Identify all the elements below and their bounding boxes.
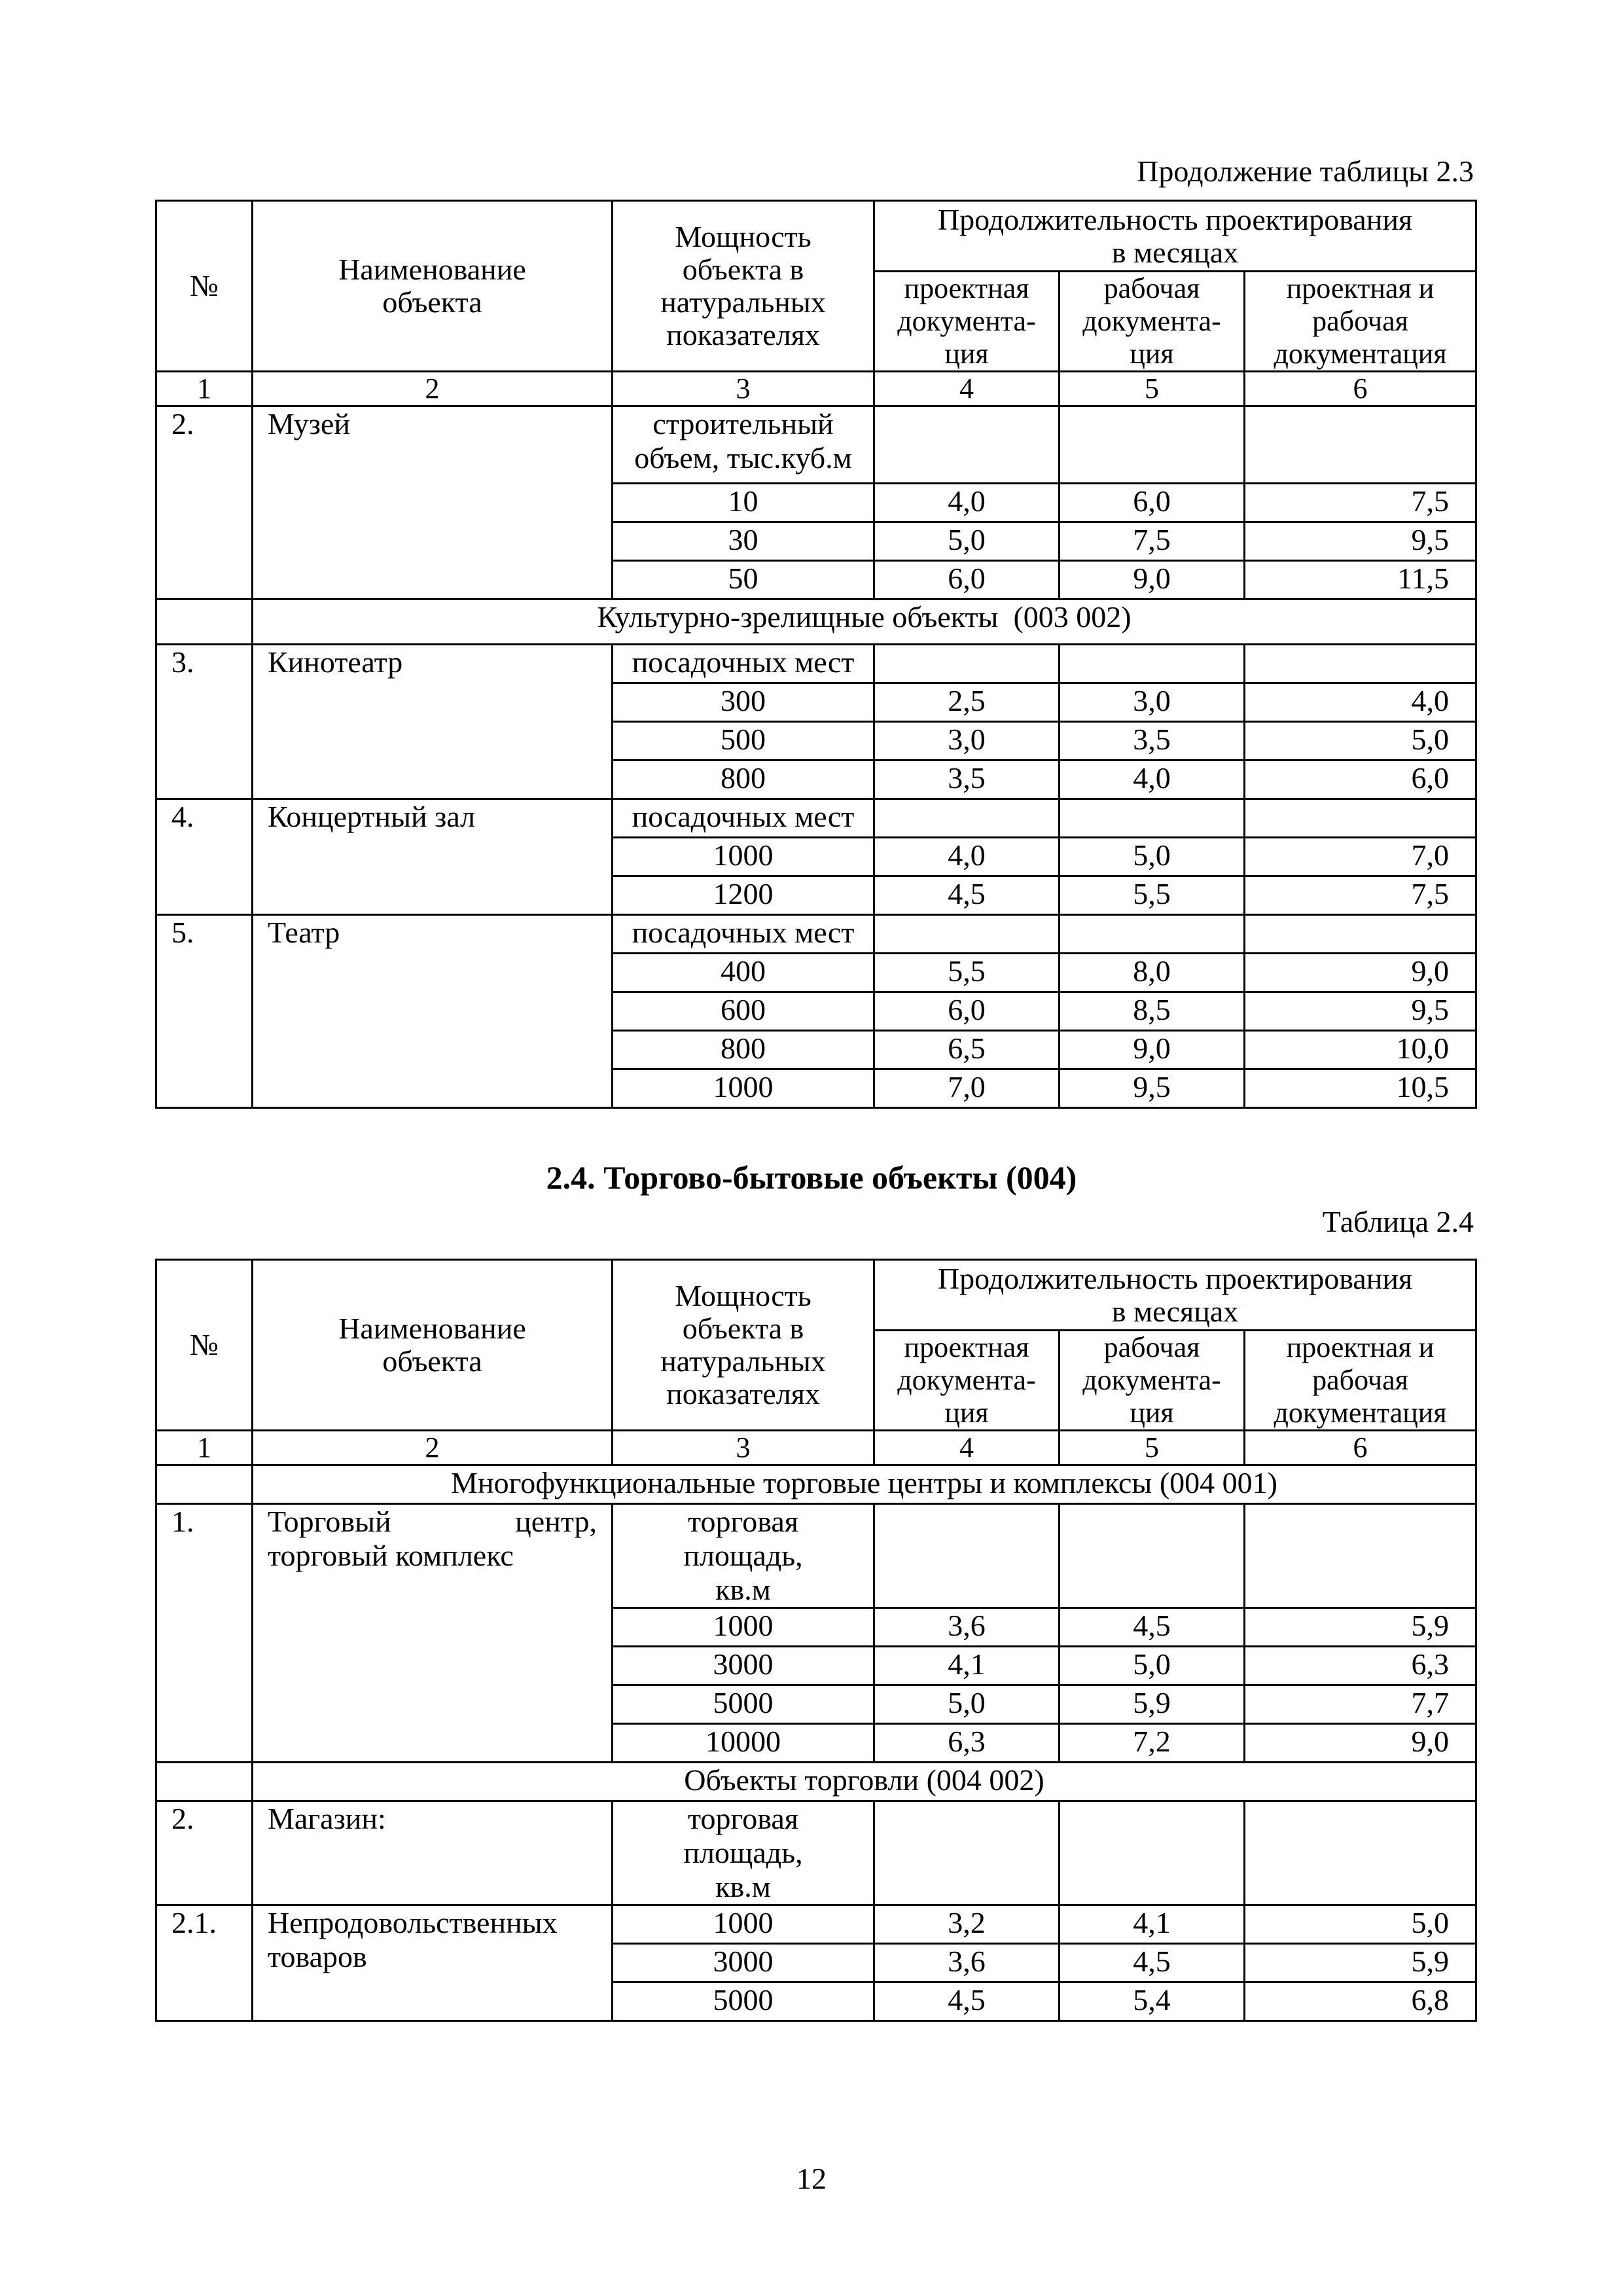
capacity-value: 1000 <box>613 1069 874 1108</box>
object-name: Магазин: <box>253 1801 613 1905</box>
capacity-value: 600 <box>613 992 874 1031</box>
total-duration: 5,9 <box>1245 1608 1476 1647</box>
working-duration: 7,2 <box>1060 1724 1245 1763</box>
header-no: № <box>156 1260 253 1431</box>
header-duration: Продолжительность проектирования в месяцах <box>874 201 1476 272</box>
group-heading: Объекты торговли (004 002) <box>253 1763 1476 1801</box>
total-duration: 9,5 <box>1245 522 1476 561</box>
total-duration: 9,0 <box>1245 1724 1476 1763</box>
working-duration: 3,0 <box>1060 683 1245 722</box>
duration-table-2-3 <box>155 200 1477 1109</box>
row-number: 4. <box>156 799 253 915</box>
design-duration: 5,5 <box>874 954 1060 992</box>
capacity-unit: посадочных мест <box>613 645 874 683</box>
column-number: 4 <box>874 372 1060 406</box>
design-duration: 4,0 <box>874 484 1060 522</box>
column-number: 2 <box>253 1431 613 1465</box>
capacity-value: 3000 <box>613 1647 874 1685</box>
column-number: 6 <box>1245 372 1476 406</box>
total-duration: 6,0 <box>1245 761 1476 799</box>
duration-table-2-4 <box>155 1259 1477 2022</box>
capacity-value: 30 <box>613 522 874 561</box>
group-heading: Многофункциональные торговые центры и комплексы (004 001) <box>253 1465 1476 1504</box>
working-duration: 4,5 <box>1060 1944 1245 1982</box>
design-duration: 5,0 <box>874 1685 1060 1724</box>
capacity-value: 10000 <box>613 1724 874 1763</box>
object-name: Театр <box>253 915 613 1108</box>
header-working-docs: рабочая документа-ция <box>1060 272 1245 372</box>
working-duration: 8,0 <box>1060 954 1245 992</box>
working-duration: 9,5 <box>1060 1069 1245 1108</box>
header-name: Наименование объекта <box>253 1260 613 1431</box>
design-duration: 3,0 <box>874 722 1060 761</box>
header-no: № <box>156 201 253 372</box>
capacity-unit: посадочных мест <box>613 915 874 954</box>
capacity-value: 1000 <box>613 838 874 876</box>
design-duration: 6,0 <box>874 992 1060 1031</box>
row-number: 1. <box>156 1504 253 1763</box>
design-duration: 3,6 <box>874 1944 1060 1982</box>
design-duration: 4,0 <box>874 838 1060 876</box>
column-number: 6 <box>1245 1431 1476 1465</box>
row-number: 3. <box>156 645 253 799</box>
working-duration: 3,5 <box>1060 722 1245 761</box>
header-duration: Продолжительность проектирования в месяцах <box>874 1260 1476 1331</box>
working-duration: 9,0 <box>1060 561 1245 600</box>
total-duration: 5,0 <box>1245 1905 1476 1944</box>
header-both-docs: проектная и рабочая документация <box>1245 272 1476 372</box>
capacity-value: 500 <box>613 722 874 761</box>
row-number: 2.1. <box>156 1905 253 2021</box>
working-duration: 6,0 <box>1060 484 1245 522</box>
total-duration: 10,5 <box>1245 1069 1476 1108</box>
header-name: Наименование объекта <box>253 201 613 372</box>
total-duration: 5,0 <box>1245 722 1476 761</box>
column-number: 3 <box>613 1431 874 1465</box>
object-name: Кинотеатр <box>253 645 613 799</box>
working-duration: 5,4 <box>1060 1982 1245 2021</box>
object-name: Торговый центр, торговый комплекс <box>253 1504 613 1763</box>
header-working-docs: рабочая документа-ция <box>1060 1331 1245 1431</box>
design-duration: 4,5 <box>874 1982 1060 2021</box>
table-caption: Таблица 2.4 <box>1322 1205 1474 1238</box>
total-duration: 7,7 <box>1245 1685 1476 1724</box>
design-duration: 4,5 <box>874 876 1060 915</box>
header-design-docs: проектная документа-ция <box>874 272 1060 372</box>
total-duration: 7,5 <box>1245 876 1476 915</box>
capacity-value: 3000 <box>613 1944 874 1982</box>
object-name: Музей <box>253 406 613 600</box>
column-number: 3 <box>613 372 874 406</box>
design-duration: 7,0 <box>874 1069 1060 1108</box>
total-duration: 7,5 <box>1245 484 1476 522</box>
working-duration: 9,0 <box>1060 1031 1245 1069</box>
capacity-unit: строительный объем, тыс.куб.м <box>613 406 874 484</box>
total-duration: 11,5 <box>1245 561 1476 600</box>
column-number: 1 <box>156 372 253 406</box>
group-heading: Культурно-зрелищные объекты (003 002) <box>253 600 1476 645</box>
total-duration: 9,0 <box>1245 954 1476 992</box>
header-both-docs: проектная и рабочая документация <box>1245 1331 1476 1431</box>
section-heading: 2.4. Торгово-бытовые объекты (004) <box>546 1159 1077 1196</box>
capacity-value: 300 <box>613 683 874 722</box>
page-number: 12 <box>796 2162 827 2195</box>
column-number: 5 <box>1060 372 1245 406</box>
working-duration: 5,0 <box>1060 838 1245 876</box>
capacity-unit: торговая площадь, кв.м <box>613 1801 874 1905</box>
total-duration: 6,3 <box>1245 1647 1476 1685</box>
capacity-value: 1000 <box>613 1905 874 1944</box>
column-number: 2 <box>253 372 613 406</box>
column-number: 1 <box>156 1431 253 1465</box>
header-capacity: Мощность объекта в натуральных показателях <box>613 1260 874 1431</box>
capacity-value: 400 <box>613 954 874 992</box>
capacity-unit: торговая площадь, кв.м <box>613 1504 874 1608</box>
row-number: 5. <box>156 915 253 1108</box>
working-duration: 7,5 <box>1060 522 1245 561</box>
working-duration: 4,0 <box>1060 761 1245 799</box>
design-duration: 6,5 <box>874 1031 1060 1069</box>
capacity-value: 800 <box>613 761 874 799</box>
header-capacity: Мощность объекта в натуральных показателях <box>613 201 874 372</box>
object-name: Непродовольственных товаров <box>253 1905 613 2021</box>
design-duration: 2,5 <box>874 683 1060 722</box>
object-name: Концертный зал <box>253 799 613 915</box>
design-duration: 4,1 <box>874 1647 1060 1685</box>
capacity-value: 1000 <box>613 1608 874 1647</box>
capacity-value: 1200 <box>613 876 874 915</box>
total-duration: 7,0 <box>1245 838 1476 876</box>
total-duration: 4,0 <box>1245 683 1476 722</box>
working-duration: 8,5 <box>1060 992 1245 1031</box>
row-number: 2. <box>156 406 253 600</box>
column-number: 4 <box>874 1431 1060 1465</box>
total-duration: 6,8 <box>1245 1982 1476 2021</box>
working-duration: 5,0 <box>1060 1647 1245 1685</box>
capacity-unit: посадочных мест <box>613 799 874 838</box>
capacity-value: 50 <box>613 561 874 600</box>
working-duration: 4,1 <box>1060 1905 1245 1944</box>
capacity-value: 10 <box>613 484 874 522</box>
working-duration: 5,5 <box>1060 876 1245 915</box>
design-duration: 6,3 <box>874 1724 1060 1763</box>
design-duration: 3,5 <box>874 761 1060 799</box>
column-number: 5 <box>1060 1431 1245 1465</box>
capacity-value: 800 <box>613 1031 874 1069</box>
design-duration: 3,2 <box>874 1905 1060 1944</box>
design-duration: 3,6 <box>874 1608 1060 1647</box>
design-duration: 5,0 <box>874 522 1060 561</box>
table-caption: Продолжение таблицы 2.3 <box>1137 154 1474 188</box>
total-duration: 9,5 <box>1245 992 1476 1031</box>
working-duration: 5,9 <box>1060 1685 1245 1724</box>
total-duration: 5,9 <box>1245 1944 1476 1982</box>
total-duration: 10,0 <box>1245 1031 1476 1069</box>
row-number: 2. <box>156 1801 253 1905</box>
design-duration: 6,0 <box>874 561 1060 600</box>
capacity-value: 5000 <box>613 1685 874 1724</box>
working-duration: 4,5 <box>1060 1608 1245 1647</box>
header-design-docs: проектная документа-ция <box>874 1331 1060 1431</box>
capacity-value: 5000 <box>613 1982 874 2021</box>
